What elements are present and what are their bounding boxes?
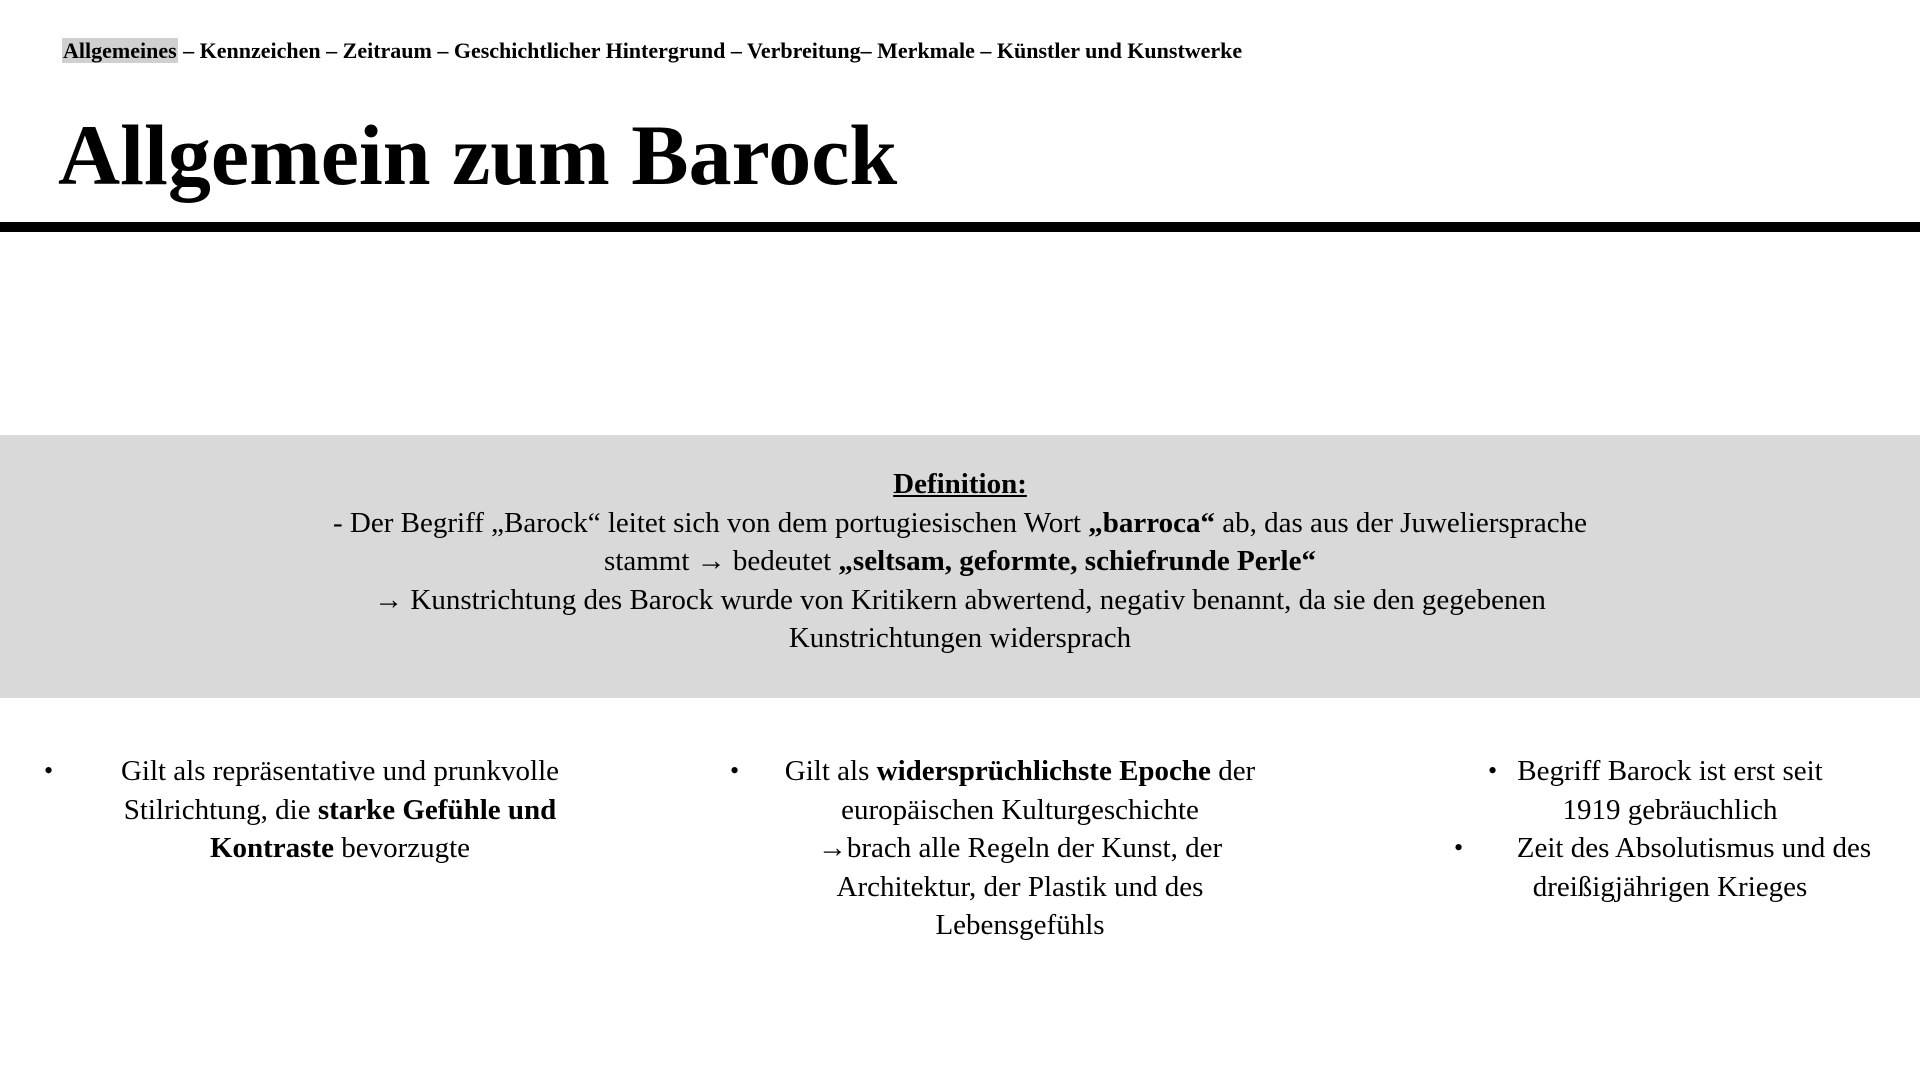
list-item-text-part: Stilrichtung, die xyxy=(123,793,318,826)
column-right xyxy=(1440,752,1900,906)
nav-items-rest[interactable]: – Kennzeichen – Zeitraum – Geschichtlicher Hintergrund – Verbreitung– Merkmale – Künstler und Kunstwerke xyxy=(177,38,1243,63)
list-item-text: Zeit des Absolutismus und des xyxy=(1516,832,1872,864)
list-item-bold: Kontraste xyxy=(209,832,334,864)
bullet-icon: • xyxy=(1454,833,1464,862)
definition-text: - Der Begriff „Barock“ leitet sich von dem portugiesischen Wort xyxy=(333,506,1089,539)
definition-text: Kunstrichtung des Barock wurde von Kritikern abwertend, negativ benannt, da sie den gegebenen xyxy=(403,583,1546,616)
definition-text: ab, das aus der Juweliersprache xyxy=(1214,506,1587,539)
bullet-icon: • xyxy=(730,756,740,785)
page-title: Allgemein zum Barock xyxy=(58,107,898,203)
list-item-text-part: Gilt als xyxy=(784,755,877,787)
bullet-list xyxy=(1440,752,1900,906)
list-item xyxy=(1440,829,1900,906)
list-item xyxy=(40,752,640,868)
arrow-right-icon: → xyxy=(374,583,404,616)
title-divider xyxy=(0,222,1920,232)
list-item-text: europäischen Kulturgeschichte xyxy=(841,793,1199,826)
list-item-text-part: der xyxy=(1210,755,1256,787)
definition-line-2 xyxy=(0,542,1920,581)
list-item-text-part: brach alle Regeln der Kunst, der xyxy=(846,832,1223,864)
list-item-text-part: bevorzugte xyxy=(333,832,471,864)
column-middle xyxy=(720,752,1320,945)
list-item xyxy=(720,752,1320,945)
definition-heading: Definition: xyxy=(893,468,1027,500)
list-item-text: Begriff Barock ist erst seit xyxy=(1517,755,1823,787)
list-item-text xyxy=(40,791,640,830)
list-item-text xyxy=(720,829,1320,868)
bullet-list xyxy=(720,752,1320,945)
bullet-icon: • xyxy=(44,756,54,785)
definition-line-3 xyxy=(0,581,1920,620)
definition-box xyxy=(0,435,1920,698)
column-left xyxy=(40,752,640,868)
bullet-list xyxy=(40,752,640,868)
arrow-right-icon: → xyxy=(696,545,726,577)
nav-item-allgemeines[interactable]: Allgemeines xyxy=(63,38,177,63)
list-item-text: Lebensgefühls xyxy=(935,909,1105,941)
list-item-text xyxy=(720,752,1320,791)
list-item-text: dreißigjährigen Krieges xyxy=(1532,870,1808,903)
definition-bold-term: „barroca“ xyxy=(1088,506,1215,539)
list-item xyxy=(1440,752,1900,829)
list-item-bold: widersprüchlichste Epoche xyxy=(876,755,1211,787)
section-nav xyxy=(62,36,1242,66)
bullet-icon: • xyxy=(1488,756,1498,785)
list-item-text: Architektur, der Plastik und des xyxy=(836,870,1204,903)
definition-bold-meaning: „seltsam, geformte, schiefrunde Perle“ xyxy=(838,545,1316,577)
definition-line-1 xyxy=(0,504,1920,543)
list-item-text xyxy=(40,829,640,868)
definition-text: stammt xyxy=(604,545,697,577)
definition-text: bedeutet xyxy=(725,545,839,577)
list-item-text: Gilt als repräsentative und prunkvolle xyxy=(120,755,560,787)
list-item-bold: starke Gefühle und xyxy=(317,793,557,826)
arrow-right-icon: → xyxy=(817,832,847,864)
list-item-text: 1919 gebräuchlich xyxy=(1562,793,1778,826)
definition-line-4: Kunstrichtungen widersprach xyxy=(788,622,1132,654)
